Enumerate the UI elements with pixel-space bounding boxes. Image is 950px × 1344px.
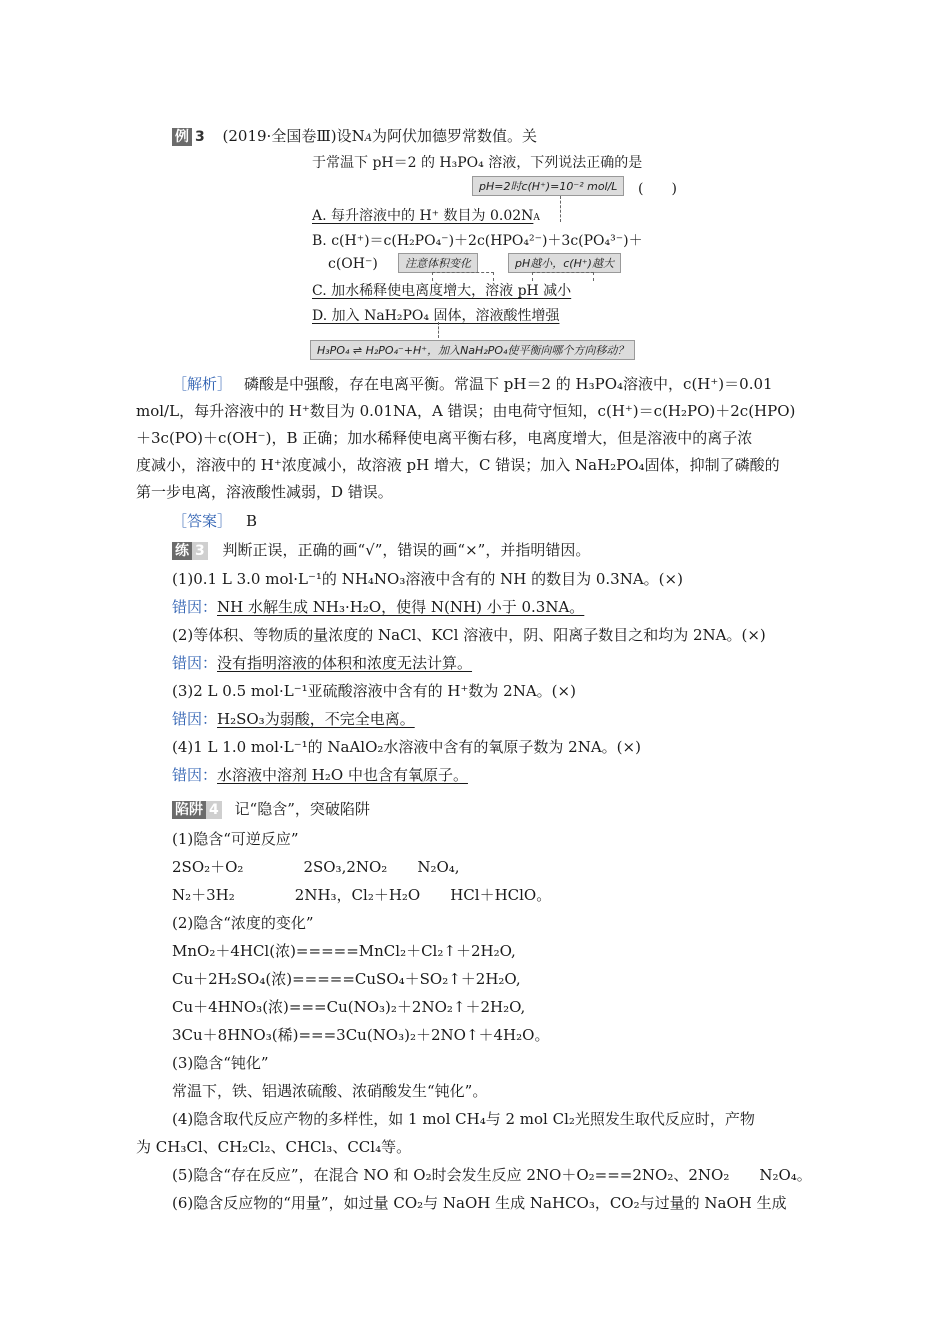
trap-line-7: Cu＋4HNO₃(浓)===Cu(NO₃)₂＋2NO₂↑＋2H₂O, [172, 998, 526, 1016]
analysis-line-5: 第一步电离，溶液酸性减弱，D 错误。 [136, 483, 393, 501]
practice-reason-3: 错因：H₂SO₃为弱酸，不完全电离。 [172, 710, 415, 728]
option-c: C. 加水稀释使电离度增大，溶液 pH 减小 [312, 283, 572, 299]
analysis-line-3: ＋3c(PO)＋c(OH⁻)，B 正确；加水稀释使电离平衡右移，电离度增大，但是溶液中的离子浓 [136, 429, 753, 447]
practice-q1: (1)0.1 L 3.0 mol·L⁻¹的 NH₄NO₃溶液中含有的 NH 的数目为 0.3NA。(×) [172, 570, 683, 588]
hint-volume-note: 注意体积变化 [398, 253, 478, 273]
example-heading: 例 3 (2019·全国卷Ⅲ)设NA为阿伏加德罗常数值。关 [172, 127, 537, 148]
hint-ph-note: pH=2时c(H⁺)=10⁻² mol/L [472, 176, 624, 196]
practice-q4: (4)1 L 1.0 mol·L⁻¹的 NaAlO₂水溶液中含有的氧原子数为 2NA。(×) [172, 738, 641, 756]
trap-heading [172, 800, 370, 819]
practice-reason-1: 错因：NH 水解生成 NH₃·H₂O，使得 N(NH) 小于 0.3NA。 [172, 598, 585, 616]
answer-blank: ( ) [638, 181, 677, 197]
practice-intro: 判断正误，正确的画“√”，错误的画“×”，并指明错因。 [222, 541, 591, 559]
trap-line-1: (1)隐含“可逆反应” [172, 830, 299, 848]
example-number: 3 [192, 128, 208, 146]
trap-line-6: Cu＋2H₂SO₄(浓)=====CuSO₄＋SO₂↑＋2H₂O, [172, 970, 521, 988]
option-d: D. 加入 NaH₂PO₄ 固体，溶液酸性增强 [312, 308, 560, 324]
arrow-c2 [532, 272, 594, 281]
trap-line-8: 3Cu＋8HNO₃(稀)===3Cu(NO₃)₂＋2NO↑＋4H₂O。 [172, 1026, 550, 1044]
example-tag: 例 [172, 128, 192, 146]
trap-line-12: 为 CH₃Cl、CH₂Cl₂、CHCl₃、CCl₄等。 [136, 1138, 412, 1156]
practice-q2: (2)等体积、等物质的量浓度的 NaCl、KCl 溶液中，阴、阳离子数目之和均为 2NA。(×) [172, 626, 766, 644]
trap-line-3: N₂＋3H₂ 2NH₃，Cl₂＋H₂O HCl＋HClO。 [172, 886, 552, 904]
analysis-line-1: ［解析］ 磷酸是中强酸，存在电离平衡。常温下 pH＝2 的 H₃PO₄溶液中，c(H⁺)＝0.01 [172, 375, 773, 393]
example-head-rest: 为阿伏加德罗常数值。关 [372, 127, 538, 145]
practice-tag: 练 [172, 542, 192, 560]
analysis-line-4: 度减小，溶液中的 H⁺浓度减小，故溶液 pH 增大，C 错误；加入 NaH₂PO₄固体，抑制了磷酸的 [136, 456, 780, 474]
answer-label: ［答案］ [172, 512, 233, 530]
analysis-line-2: mol/L，每升溶液中的 H⁺数目为 0.01NA，A 错误；由电荷守恒知，c(H⁺)＝c(H₂PO)＋2c(HPO) [136, 402, 796, 420]
trap-line-4: (2)隐含“浓度的变化” [172, 914, 314, 932]
trap-line-14: (6)隐含反应物的“用量”，如过量 CO₂与 NaOH 生成 NaHCO₃，CO₂与过量的 NaOH 生成 [172, 1194, 787, 1212]
trap-line-10: 常温下，铁、铝遇浓硫酸、浓硝酸发生“钝化”。 [172, 1082, 488, 1100]
trap-tag: 陷阱 [172, 801, 206, 819]
arrow-d [438, 322, 439, 338]
practice-reason-2: 错因：没有指明溶液的体积和浓度无法计算。 [172, 654, 473, 672]
trap-number: 4 [206, 801, 222, 819]
trap-line-2: 2SO₂＋O₂ 2SO₃,2NO₂ N₂O₄, [172, 858, 460, 876]
hint-ph-small-note: pH越小，c(H⁺)越大 [508, 253, 621, 273]
practice-number: 3 [192, 542, 208, 560]
example-question-line: 于常温下 pH＝2 的 H₃PO₄ 溶液，下列说法正确的是 [312, 155, 643, 171]
option-a: A. 每升溶液中的 H⁺ 数目为 0.02NA [312, 208, 540, 224]
practice-heading [172, 541, 590, 560]
analysis-label: ［解析］ [172, 375, 233, 393]
example-source: (2019·全国卷Ⅲ)设N [222, 127, 365, 145]
answer-line [172, 512, 257, 530]
answer-value: B [246, 512, 258, 530]
arrow-a [560, 196, 561, 222]
practice-q3: (3)2 L 0.5 mol·L⁻¹亚硫酸溶液中含有的 H⁺数为 2NA。(×) [172, 682, 576, 700]
hint-equilibrium-note: H₃PO₄ ⇌ H₂PO₄⁻+H⁺，加入NaH₂PO₄使平衡向哪个方向移动？ [310, 340, 635, 360]
trap-line-13: (5)隐含“存在反应”，在混合 NO 和 O₂时会发生反应 2NO＋O₂===2NO₂、2NO₂ N₂O₄。 [172, 1166, 812, 1184]
trap-line-5: MnO₂＋4HCl(浓)=====MnCl₂＋Cl₂↑＋2H₂O, [172, 942, 516, 960]
option-b-line2: c(OH⁻) [328, 256, 378, 272]
arrow-c1 [432, 272, 494, 281]
trap-title: 记“隐含”，突破陷阱 [234, 800, 370, 818]
practice-reason-4: 错因：水溶液中溶剂 H₂O 中也含有氧原子。 [172, 766, 468, 784]
option-b-line1: B. c(H⁺)＝c(H₂PO₄⁻)＋2c(HPO₄²⁻)＋3c(PO₄³⁻)＋ [312, 233, 643, 249]
trap-line-11: (4)隐含取代反应产物的多样性，如 1 mol CH₄与 2 mol Cl₂光照发生取代反应时，产物 [172, 1110, 755, 1128]
trap-line-9: (3)隐含“钝化” [172, 1054, 269, 1072]
